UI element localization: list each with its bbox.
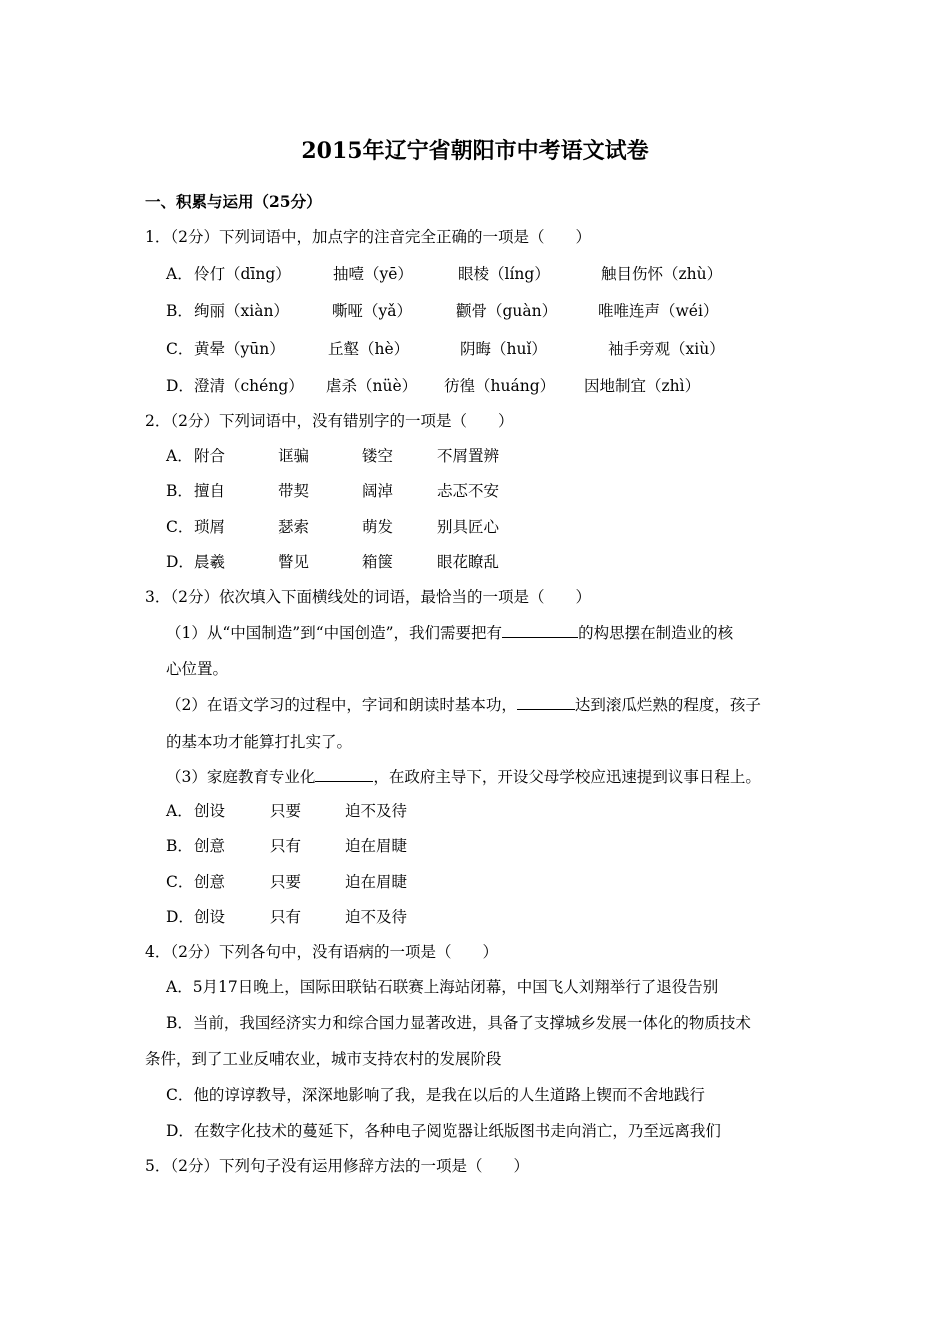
sentence-text: ，在政府主导下，开设父母学校应迅速提到议事日程上。 <box>373 768 761 786</box>
section-heading: 一、积累与运用（25分） <box>145 192 322 211</box>
q4-option-b: B．当前，我国经济实力和综合国力显著改进，具备了支撑城乡发展一体化的物质技术 <box>166 1014 751 1032</box>
option-item: 别具匠心 <box>437 518 500 536</box>
option-item: 伶仃（dīng） <box>194 265 291 283</box>
option-item: 只要 <box>270 802 302 820</box>
option-label: A． <box>166 802 193 820</box>
option-item: 箱箧 <box>362 553 394 571</box>
option-label: C． <box>166 518 194 536</box>
option-item: 眼棱（líng） <box>458 265 550 283</box>
option-item: 附合 <box>194 447 226 465</box>
option-item: 只要 <box>270 873 302 891</box>
option-label: A． <box>166 447 193 465</box>
option-item: 擅自 <box>194 482 226 500</box>
sentence-text: （1）从“中国制造”到“中国创造”，我们需要把有 <box>166 624 503 642</box>
option-item: 不屑置辨 <box>437 447 500 465</box>
fill-blank <box>517 693 575 710</box>
option-label: A． <box>166 265 193 283</box>
option-item: 澄清（chéng） <box>194 377 304 395</box>
q4-option-d: D．在数字化技术的蔓延下，各种电子阅览器让纸版图书走向消亡，乃至远离我们 <box>166 1122 721 1140</box>
option-item: 只有 <box>270 908 302 926</box>
option-item: 瑟索 <box>278 518 310 536</box>
option-label: C． <box>166 873 194 891</box>
page-title: 2015年辽宁省朝阳市中考语文试卷 <box>301 138 649 164</box>
option-item: 迫不及待 <box>345 802 408 820</box>
option-item: 琐屑 <box>194 518 226 536</box>
question-2-stem: 2．（2分）下列词语中，没有错别字的一项是（ ） <box>145 412 514 430</box>
question-1-stem: 1．（2分）下列词语中，加点字的注音完全正确的一项是（ ） <box>145 228 591 246</box>
option-label: D． <box>166 908 194 926</box>
sentence-text: （2）在语文学习的过程中，字词和朗读时基本功， <box>166 696 517 714</box>
q4-option-c: C．他的谆谆教导，深深地影响了我，是我在以后的人生道路上锲而不舍地践行 <box>166 1086 705 1104</box>
option-item: 黄晕（yūn） <box>194 340 285 358</box>
option-item: 阔淖 <box>362 482 394 500</box>
option-item: 丘壑（hè） <box>328 340 410 358</box>
option-item: 眼花瞭乱 <box>437 553 500 571</box>
sentence-text: 达到滚瓜烂熟的程度，孩子 <box>574 696 761 714</box>
q3-sentence-1 <box>166 621 733 644</box>
option-label: D． <box>166 377 194 395</box>
question-5-stem: 5．（2分）下列句子没有运用修辞方法的一项是（ ） <box>145 1157 529 1175</box>
option-item: 瞥见 <box>278 553 310 571</box>
option-item: 创设 <box>194 802 226 820</box>
question-3-stem: 3．（2分）依次填入下面横线处的词语，最恰当的一项是（ ） <box>145 588 591 606</box>
sentence-text: 的构思摆在制造业的核 <box>578 624 734 642</box>
option-item: 创设 <box>194 908 226 926</box>
option-label: D． <box>166 553 194 571</box>
option-item: 晨羲 <box>194 553 226 571</box>
question-4-stem: 4．（2分）下列各句中，没有语病的一项是（ ） <box>145 943 498 961</box>
option-item: 嘶哑（yǎ） <box>332 302 412 320</box>
option-item: 迫在眉睫 <box>345 873 408 891</box>
q3-sentence-1-cont: 心位置。 <box>166 660 229 678</box>
option-item: 阴晦（huǐ） <box>460 340 547 358</box>
option-item: 颧骨（guàn） <box>456 302 558 320</box>
option-item: 袖手旁观（xiù） <box>608 340 725 358</box>
q4-option-b-cont: 条件，到了工业反哺农业，城市支持农村的发展阶段 <box>145 1050 502 1068</box>
option-label: C． <box>166 340 194 358</box>
q3-sentence-2-cont: 的基本功才能算打扎实了。 <box>166 733 353 751</box>
option-label: B． <box>166 837 193 855</box>
option-item: 迫在眉睫 <box>345 837 408 855</box>
option-label: B． <box>166 482 193 500</box>
option-item: 彷徨（huáng） <box>444 377 556 395</box>
option-item: 忐忑不安 <box>437 482 500 500</box>
option-item: 诓骗 <box>278 447 310 465</box>
option-item: 因地制宜（zhì） <box>584 377 701 395</box>
option-item: 抽噎（yē） <box>333 265 413 283</box>
option-item: 唯唯连声（wéi） <box>598 302 719 320</box>
q3-sentence-2 <box>166 693 761 716</box>
option-label: B． <box>166 302 193 320</box>
option-item: 镂空 <box>362 447 394 465</box>
option-item: 创意 <box>194 873 226 891</box>
sentence-text: （3）家庭教育专业化 <box>166 768 316 786</box>
option-item: 迫不及待 <box>345 908 408 926</box>
q4-option-a: A．5月17日晚上，国际田联钻石联赛上海站闭幕，中国飞人刘翔举行了退役告别 <box>166 978 719 996</box>
option-item: 萌发 <box>362 518 394 536</box>
fill-blank <box>502 621 578 638</box>
option-item: 虐杀（nüè） <box>326 377 418 395</box>
fill-blank <box>315 765 373 782</box>
option-item: 触目伤怀（zhù） <box>601 265 723 283</box>
q3-sentence-3 <box>166 765 761 788</box>
option-item: 创意 <box>194 837 226 855</box>
option-item: 只有 <box>270 837 302 855</box>
option-item: 绚丽（xiàn） <box>194 302 289 320</box>
option-item: 带契 <box>278 482 310 500</box>
